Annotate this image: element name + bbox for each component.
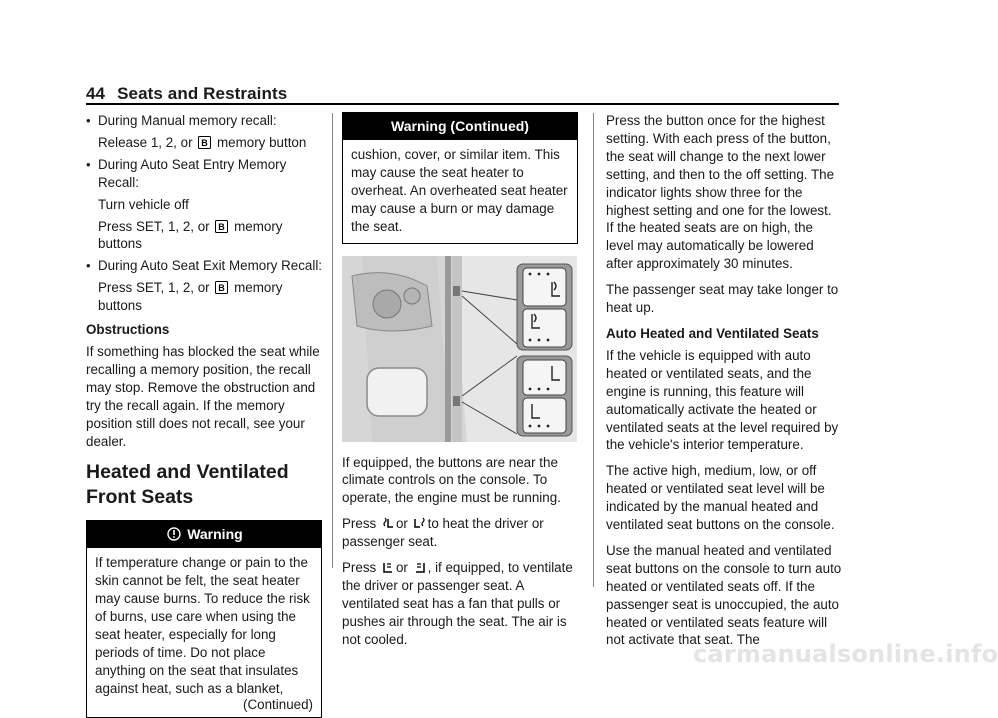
instruction-text: Release 1, 2, or [98, 134, 193, 150]
column-1 [86, 112, 322, 718]
instruction-text: Press [342, 560, 377, 576]
instruction-text: Press SET, 1, 2, or [98, 280, 210, 296]
section-title: Heated and Ventilated Front Seats [86, 461, 289, 509]
bullet-auto-entry [86, 156, 322, 192]
warning-body [87, 548, 321, 716]
header-rule [86, 103, 839, 105]
instruction-text: Press SET, 1, 2, or [98, 218, 210, 234]
svg-text:B: B [218, 283, 226, 294]
warning-box [86, 520, 322, 717]
warning-box-continued [342, 112, 578, 244]
memory-b-icon [215, 281, 228, 294]
obstructions-paragraph: If something has blocked the seat while recalling a memory position, the recall may stop. Remove the obstruction and try the recall again. If the memory position still does not recall, see your dealer. [86, 343, 320, 449]
auto-entry-step-2 [86, 218, 322, 254]
heated-seat-passenger-icon [414, 517, 426, 530]
chapter-title: Seats and Restraints [117, 84, 288, 103]
memory-b-icon [198, 136, 211, 149]
instruction-text: or [395, 560, 408, 576]
ventilated-seat-passenger-icon [414, 561, 426, 574]
warning-header [87, 521, 321, 548]
buttons-location-paragraph: If equipped, the buttons are near the climate controls on the console. To operate, the engine must be running. [342, 454, 561, 506]
page-number: 44 [86, 84, 106, 103]
column-divider-left [332, 113, 333, 568]
warning-icon [167, 527, 181, 541]
console-illustration-svg [342, 256, 577, 442]
instruction-text: Press [342, 516, 377, 532]
column-2 [342, 112, 578, 657]
bullet-text: During Manual memory recall: [98, 113, 277, 128]
instruction-text: memory button [217, 134, 307, 150]
column-divider-right [593, 113, 594, 587]
watermark: carmanualsonline.info [693, 640, 998, 668]
column-3 [606, 112, 842, 657]
svg-text:B: B [201, 137, 209, 148]
heated-seat-driver-icon [382, 517, 394, 530]
obstructions-heading: Obstructions [86, 322, 170, 338]
bullet-text: During Auto Seat Entry Memory Recall: [98, 156, 287, 190]
console-buttons-illustration [342, 256, 577, 442]
warning-text: cushion, cover, or similar item. This may cause the seat heater to overheat. An overheated seat heater may cause a burn or may damage the seat. [351, 147, 568, 234]
instruction-text: , if equipped, to ventilate the driver or passenger seat. A ventilated seat has a fan that pulls or pushes air through the seat. The air is not cooled. [342, 560, 573, 647]
active-level-paragraph: The active high, medium, low, or off heated or ventilated seat level will be indicated by the manual heated and ventilated seat buttons on the console. [606, 463, 835, 533]
bullet-text: During Auto Seat Exit Memory Recall: [98, 258, 323, 274]
ventilate-instruction [342, 559, 578, 649]
page-header [86, 84, 287, 104]
manual-recall-instruction [86, 134, 322, 152]
heat-instruction [342, 515, 578, 551]
instruction-text: to heat the driver or passenger seat. [342, 516, 544, 550]
warning-body [343, 140, 577, 243]
svg-text:B: B [218, 221, 226, 232]
ventilated-seat-driver-icon [382, 561, 394, 574]
auto-heated-paragraph: If the vehicle is equipped with auto heated or ventilated seats, and the engine is running, this feature will automatically activate the heated or ventilated seats at the level required by the vehicle's interior temperature. [606, 347, 839, 453]
warning-header: Warning (Continued) [343, 113, 577, 140]
warning-continued: (Continued) [243, 696, 313, 712]
button-press-paragraph: Press the button once for the highest setting. With each press of the button, the seat will change to the next lower setting, and then to the off setting. The indicator lights show three for the highest setting and one for the lowest. If the heated seats are on high, the level may automatically be lowered after approximately 30 minutes. [606, 113, 835, 272]
auto-exit-instruction [86, 279, 322, 315]
memory-b-icon [215, 220, 228, 233]
turn-off-paragraph: Use the manual heated and ventilated seat buttons on the console to turn auto heated or ventilated seats off. If the passenger seat is unoccupied, the auto heated or ventilated seats feature will not activate that seat. The [606, 542, 842, 648]
instruction-text: or [395, 516, 408, 532]
instruction-text: memory buttons [98, 280, 283, 314]
warning-text: If temperature change or pain to the skin cannot be felt, the seat heater may cause burns. To reduce the risk of burns, use care when using the seat heater, especially for long periods of time. Do not place anything on the seat that insulates against heat, such as a blanket, [95, 555, 310, 696]
instruction-text: memory buttons [98, 218, 283, 252]
auto-entry-step-1: Turn vehicle off [98, 196, 189, 212]
bullet-manual-recall [86, 112, 322, 130]
bullet-auto-exit [86, 257, 322, 275]
passenger-seat-paragraph: The passenger seat may take longer to heat up. [606, 282, 839, 316]
warning-title: Warning [187, 526, 243, 543]
auto-heated-heading: Auto Heated and Ventilated Seats [606, 325, 819, 341]
